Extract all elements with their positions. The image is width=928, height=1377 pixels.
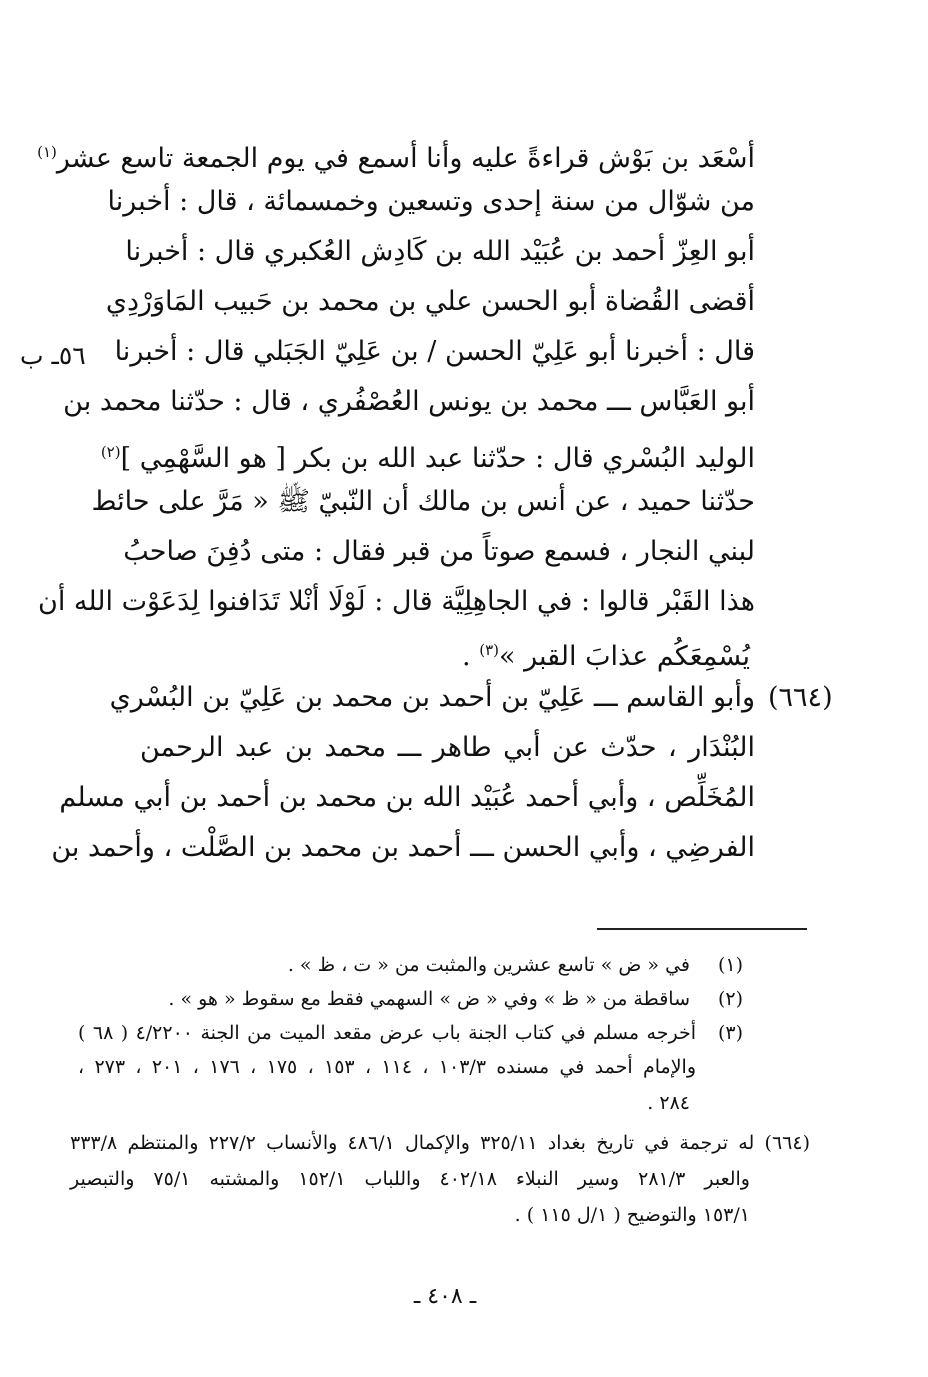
footnote-text: ساقطة من « ظ » وفي « ض » السهمي فقط مع سقوط « هو » .: [168, 988, 690, 1010]
footnote-text: ٢٨٤ .: [647, 1092, 690, 1114]
footnote-number: (١): [718, 954, 744, 976]
text-line: أبو العِزّ أحمد بن عُبَيْد الله بن كَادِش العُكبري قال : أخبرنا: [125, 236, 755, 267]
manuscript-folio-ref: ٥٦ـ ب: [20, 341, 86, 370]
text-line: المُخَلِّص ، وأبي أحمد عُبَيْد الله بن محمد بن أحمد بن أبي مسلم: [59, 782, 755, 813]
footnote-marker[interactable]: (٢): [100, 443, 121, 461]
footnote-text: (٦٦٤) له ترجمة في تاريخ بغداد ٣٢٥/١١ والإكمال ٤٨٦/١ والأنساب ٢٢٧/٢ والمنتظم ٣٣٣/٨: [70, 1132, 810, 1154]
text-line: البُنْدَار ، حدّث عن أبي طاهر ـــ محمد بن عبد الرحمن: [140, 732, 755, 763]
footnote-marker[interactable]: (٣): [479, 641, 499, 659]
footnote-number: (٢): [718, 988, 744, 1010]
text-line: أقضى القُضاة أبو الحسن علي بن محمد بن حَبيب المَاوَرْدِي: [105, 286, 755, 317]
page-number: ـ ٤٠٨ ـ: [413, 1284, 477, 1309]
entry-number: (٦٦٤): [768, 682, 833, 713]
text-line: حدّثنا حميد ، عن أنس بن مالك أن النّبيّ ﷺ « مَرَّ على حائط: [91, 486, 755, 517]
footnote-text: والعبر ٢٨١/٣ وسير النبلاء ٤٠٢/١٨ واللباب ١٥٢/١ والمشتبه ٧٥/١ والتبصير: [70, 1168, 750, 1190]
text-line: من شوّال من سنة إحدى وتسعين وخمسمائة ، قال : أخبرنا: [107, 186, 755, 217]
footnote-divider: [597, 928, 807, 930]
text-line: أبو العَبَّاس ـــ محمد بن يونس العُصْفُري ، قال : حدّثنا محمد بن: [63, 386, 755, 417]
text-line: يُسْمِعَكُم عذابَ القبر »$^{(٣)}$ .: [462, 641, 750, 672]
text-line: وأبو القاسم ـــ عَلِيّ بن أحمد بن محمد بن عَلِيّ بن البُسْري: [109, 682, 755, 713]
footnote-text: في « ض » تاسع عشرين والمثبت من « ت ، ظ » .: [287, 954, 690, 976]
text-line: هذا القَبْر قالوا : في الجاهِلِيَّة قال : لَوْلَا أنْلا تَدَافنوا لِدَعَوْت الله أن: [37, 586, 755, 617]
footnote-text: ١٥٣/١ والتوضيح ( ١/ل ١١٥ ) .: [514, 1204, 750, 1226]
text-line: لبني النجار ، فسمع صوتاً من قبر فقال : متى دُفِنَ صاحبُ: [123, 536, 755, 567]
text-line: أسْعَد بن بَوْش قراءةً عليه وأنا أسمع في يوم الجمعة تاسع عشر$^{(١)}$: [37, 143, 755, 174]
footnote-text: والإمام أحمد في مسنده ١٠٣/٣ ، ١١٤ ، ١٥٣ ، ١٧٥ ، ١٧٦ ، ٢٠١ ، ٢٧٣ ،: [78, 1056, 696, 1078]
footnote-text: أخرجه مسلم في كتاب الجنة باب عرض مقعد الميت من الجنة ٤/٢٢٠٠ ( ٦٨ ): [78, 1022, 696, 1044]
text-line: قال : أخبرنا أبو عَلِيّ الحسن / بن عَلِيّ الجَبَلي قال : أخبرنا: [114, 336, 755, 367]
footnote-number: (٣): [718, 1022, 744, 1044]
text-line: الوليد البُسْري قال : حدّثنا عبد الله بن بكر [ هو السَّهْمِي ]$^{(٢)}$: [100, 443, 755, 474]
text-line: الفرضِي ، وأبي الحسن ـــ أحمد بن محمد بن الصَّلْت ، وأحمد بن: [51, 832, 755, 863]
footnote-marker[interactable]: (١): [37, 143, 57, 161]
